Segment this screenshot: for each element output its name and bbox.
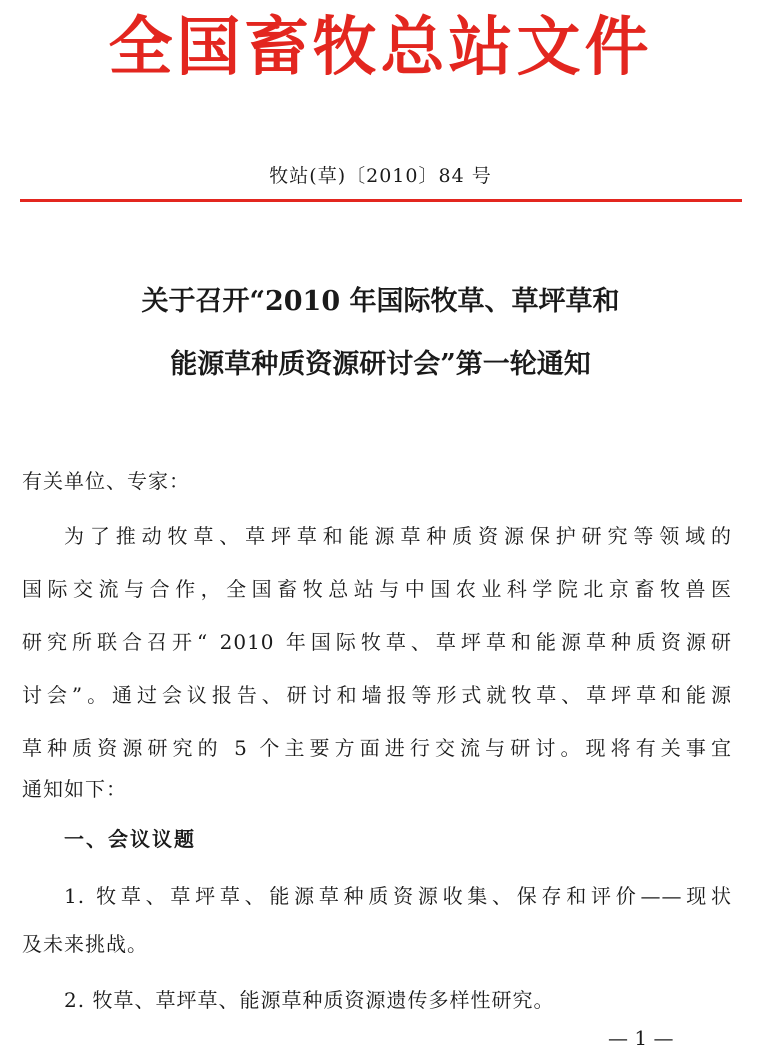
intro-line-3: 研究所联合召开“ 2010 年国际牧草、草坪草和能源草种质资源研	[22, 630, 732, 654]
intro-line-1: 为了推动牧草、草坪草和能源草种质资源保护研究等领域的	[64, 524, 732, 548]
topic-2: 2. 牧草、草坪草、能源草种质资源遗传多样性研究。	[64, 988, 555, 1012]
issuer-header: 全国畜牧总站文件	[108, 10, 653, 85]
intro-line-4: 讨会”。通过会议报告、研讨和墙报等形式就牧草、草坪草和能源	[22, 683, 732, 707]
topic-1-line-1: 1. 牧草、草坪草、能源草种质资源收集、保存和评价——现状	[64, 884, 732, 908]
intro-line-6: 通知如下：	[22, 777, 127, 801]
notice-title-line-2: 能源草种质资源研讨会”第一轮通知	[170, 349, 591, 380]
intro-line-5: 草种质资源研究的 5 个主要方面进行交流与研讨。现将有关事宜	[22, 736, 732, 760]
page-number: — 1 —	[608, 1026, 674, 1050]
topic-1-line-2: 及未来挑战。	[22, 932, 148, 956]
red-separator-line	[20, 199, 742, 202]
notice-title-line-1: 关于召开“2010 年国际牧草、草坪草和	[141, 286, 620, 317]
intro-line-2: 国际交流与合作，全国畜牧总站与中国农业科学院北京畜牧兽医	[22, 577, 732, 601]
section-heading-meeting-topics: 一、会议议题	[64, 827, 196, 851]
salutation: 有关单位、专家：	[22, 469, 190, 493]
document-number: 牧站(草)〔2010〕84 号	[269, 165, 492, 187]
